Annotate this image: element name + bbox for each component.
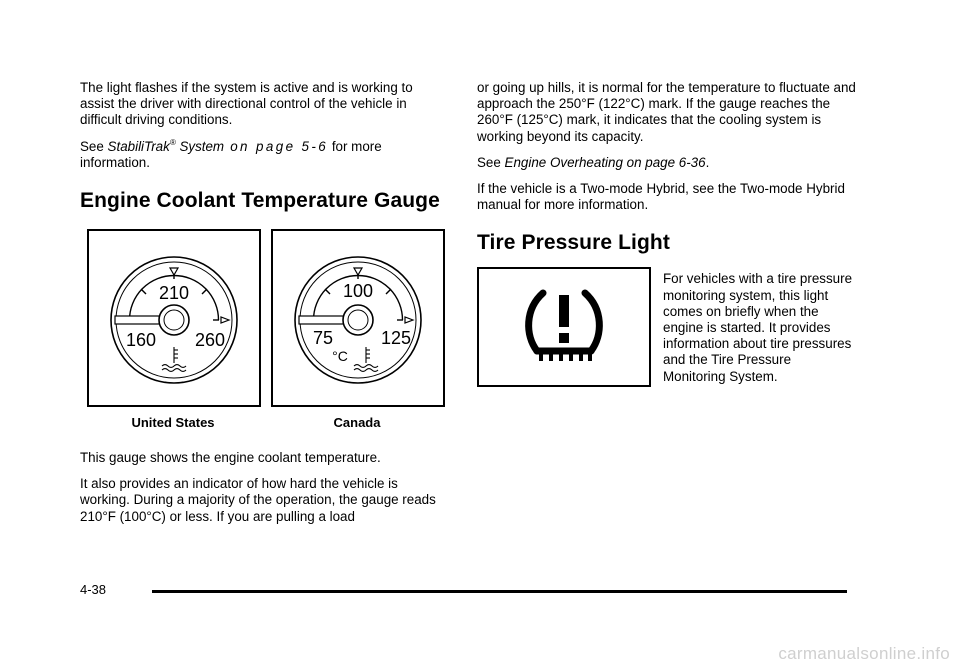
right-column: [477, 80, 857, 387]
coolant-thermometer-icon: [162, 347, 186, 372]
gauge-description: This gauge shows the engine coolant temperature.: [80, 450, 381, 466]
see-reference: See StabiliTrak® System on page 5‑6 for more information.: [80, 137, 382, 170]
gauge-us-label-left: 160: [125, 330, 157, 351]
hybrid-paragraph: If the vehicle is a Two-mode Hybrid, see the Two-mode Hybrid manual for more information.: [477, 181, 845, 213]
gauge-caption-canada: Canada: [333, 415, 381, 431]
gauge-ca-label-left: 75: [312, 328, 334, 349]
gauge-caption-us: United States: [131, 415, 215, 431]
tire-pressure-section: [477, 267, 857, 387]
us-gauge-illustration: [87, 229, 261, 407]
gauge-ca-label-top: 100: [342, 281, 374, 302]
temperature-fluctuation-paragraph: or going up hills, it is normal for the temperature to fluctuate and approach the 250°F (122°C) mark. If the gauge reaches the 260°F (125°C) mark, it indicates that the cooling system is working beyond its capacity.: [477, 80, 856, 144]
section-heading-tire: Tire Pressure Light: [477, 231, 670, 255]
coolant-thermometer-icon: [354, 347, 378, 372]
gauge-ca-label-right: 125: [380, 328, 412, 349]
gauge-figure-us: [87, 229, 259, 430]
page-number: 4-38: [80, 582, 107, 597]
stabilitrak-paragraph: The light flashes if the system is active and is working to assist the driver with directional control of the vehicle in difficult driving conditions.: [80, 80, 413, 128]
watermark: carmanualsonline.info: [778, 644, 950, 663]
canada-gauge-illustration: [271, 229, 445, 407]
footer-divider: [152, 590, 847, 593]
tire-pressure-warning-icon: [477, 267, 651, 387]
gauge-us-label-right: 260: [194, 330, 226, 351]
gauge-ca-unit: °C: [332, 348, 348, 365]
engine-overheating-link[interactable]: Engine Overheating on page 6‑36: [504, 154, 706, 170]
gauge-figures: [87, 229, 450, 430]
tire-pressure-description: For vehicles with a tire pressure monitoring system, this light comes on briefly when the engine is started. It provides information about tire pressures and the Tire Pressure Monitoring System.: [663, 271, 853, 384]
stabilitrak-link[interactable]: StabiliTrak® System on page 5‑6: [107, 137, 329, 154]
gauge-indicator-paragraph: It also provides an indicator of how hard the vehicle is working. During a majority of the operation, the gauge reads 210°F (100°C) or less. If you are pulling a load: [80, 476, 436, 524]
gauge-us-label-top: 210: [158, 283, 190, 304]
section-heading-coolant: Engine Coolant Temperature Gauge: [80, 189, 440, 213]
left-column: [80, 80, 450, 535]
gauge-figure-canada: [271, 229, 443, 430]
see-overheating-reference: See Engine Overheating on page 6‑36.: [477, 154, 710, 170]
